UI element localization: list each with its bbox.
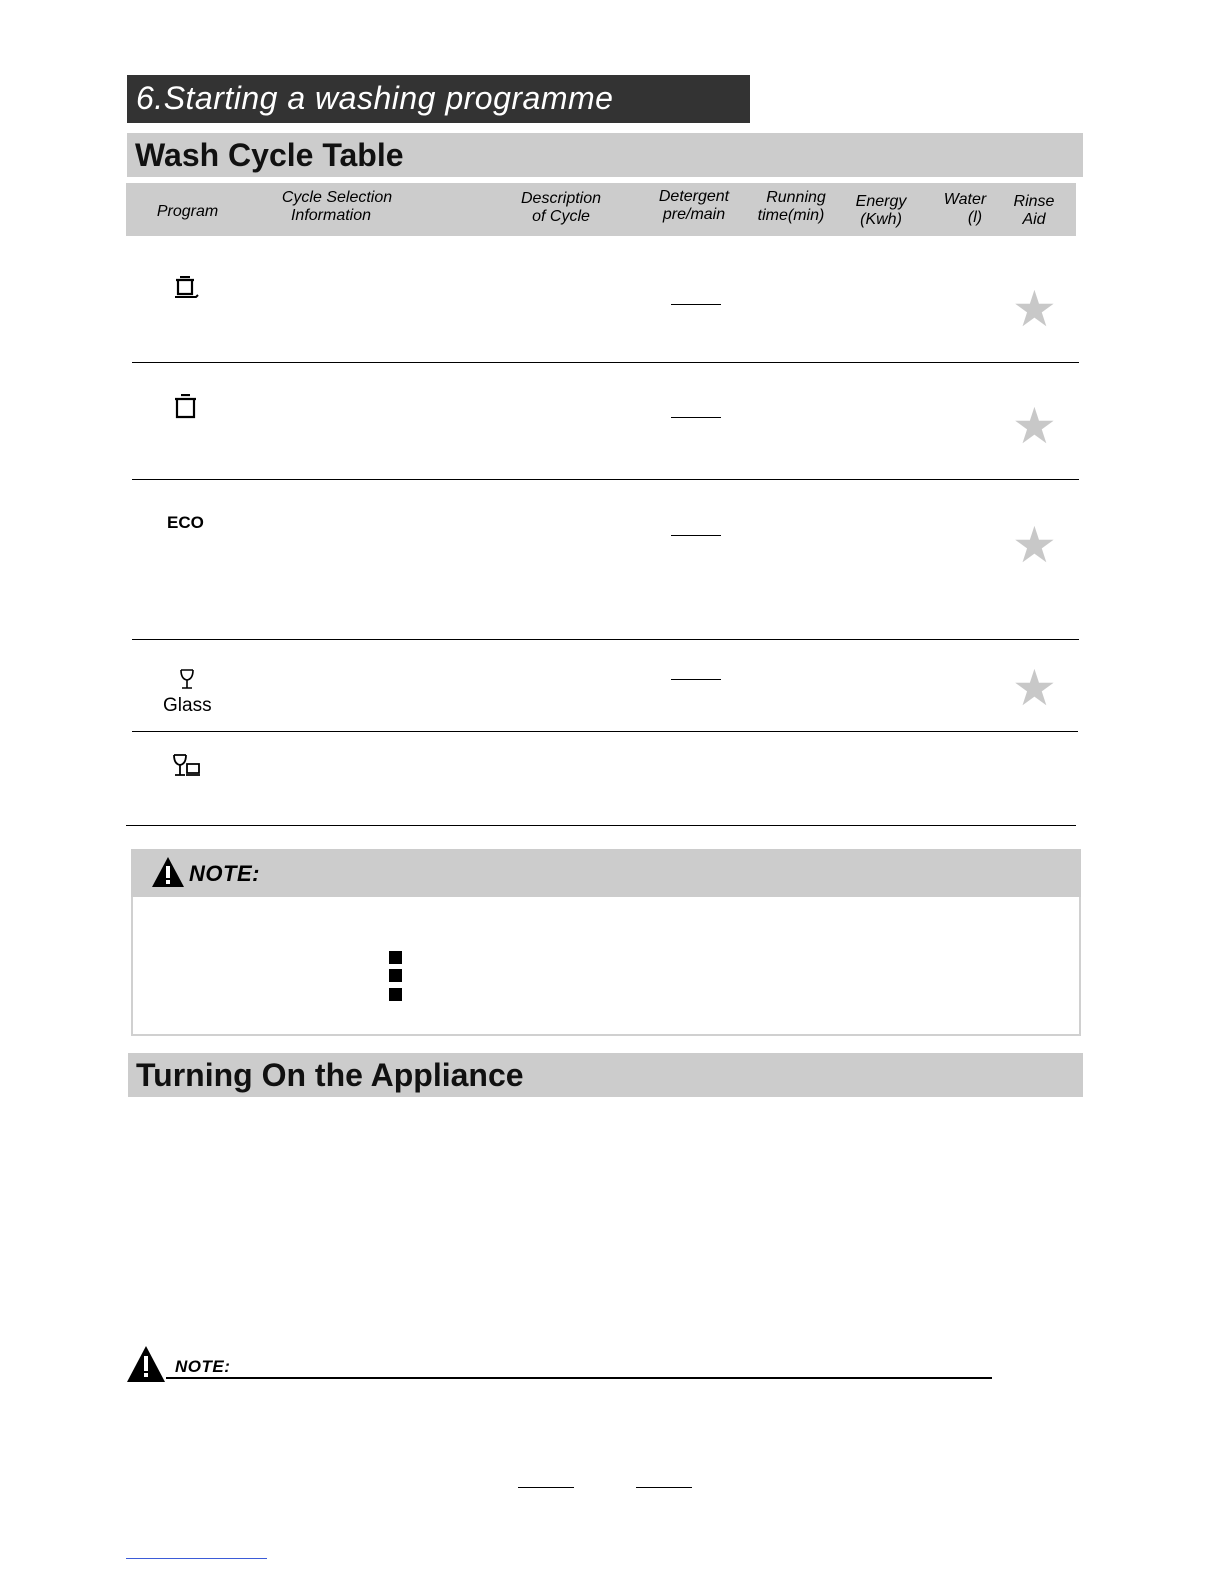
rinse-aid-star-icon: ★ — [1012, 398, 1057, 454]
header-rinse-aid: Rinse Aid — [1013, 193, 1055, 228]
header-cycle-selection: Cycle Selection Information — [281, 189, 393, 224]
row-divider — [132, 639, 1079, 640]
header-detergent: Detergent pre/main — [658, 188, 730, 223]
section-title: 6.Starting a washing programme — [127, 75, 750, 123]
glass-and-pot-icon — [172, 753, 202, 784]
table-bottom-rule — [126, 825, 1076, 826]
note-box — [131, 897, 1081, 1036]
glass-icon — [178, 668, 196, 695]
header-running-time: Running time(min) — [757, 189, 826, 224]
rinse-aid-star-icon: ★ — [1012, 517, 1057, 573]
intensive-pot-icon — [172, 276, 200, 307]
blank-line — [636, 1487, 692, 1488]
note-label: NOTE: — [175, 1357, 231, 1376]
header-description: Description of Cycle — [520, 190, 602, 225]
warning-icon — [126, 1345, 166, 1388]
note-header-band — [131, 849, 1081, 897]
table-header-row — [126, 183, 1076, 236]
note-label: NOTE: — [189, 861, 260, 886]
turning-on-heading: Turning On the Appliance — [128, 1053, 1083, 1097]
footer-link-underline[interactable] — [126, 1558, 267, 1559]
detergent-dash — [671, 304, 721, 305]
note-underline — [166, 1377, 992, 1379]
wash-cycle-table-heading: Wash Cycle Table — [127, 133, 1083, 177]
detergent-dash — [671, 417, 721, 418]
square-bullet-icon — [389, 969, 402, 982]
eco-icon: ECO — [167, 513, 204, 532]
rinse-aid-star-icon: ★ — [1012, 660, 1057, 716]
rinse-aid-star-icon: ★ — [1012, 281, 1057, 337]
header-water: Water (l) — [943, 191, 987, 226]
pot-icon — [172, 394, 200, 425]
header-energy: Energy (Kwh) — [855, 193, 907, 228]
header-program: Program — [156, 203, 219, 220]
row-divider — [132, 731, 1078, 732]
detergent-dash — [671, 535, 721, 536]
detergent-dash — [671, 679, 721, 680]
row-divider — [132, 479, 1079, 480]
glass-label: Glass — [163, 695, 212, 716]
blank-line — [518, 1487, 574, 1488]
warning-icon — [151, 856, 185, 893]
square-bullet-icon — [389, 951, 402, 964]
square-bullet-icon — [389, 988, 402, 1001]
row-divider — [132, 362, 1079, 363]
